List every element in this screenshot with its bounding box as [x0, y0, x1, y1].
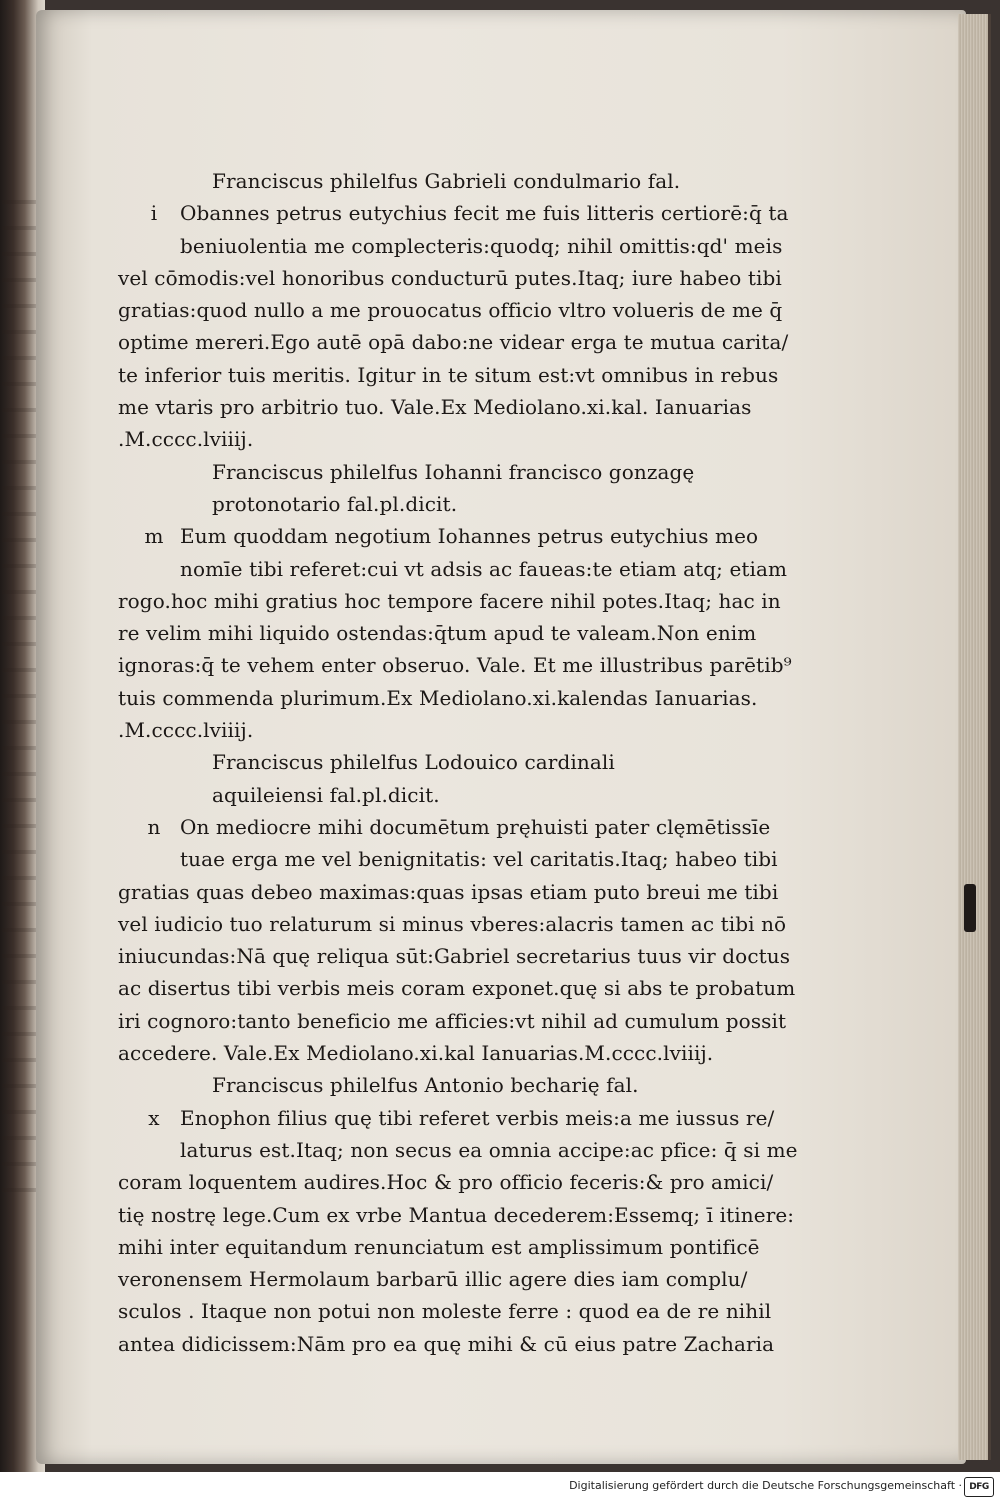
letter-heading-line: Franciscus philelfus Gabrieli condulmario fal.	[212, 169, 681, 193]
dfg-logo: DFG	[964, 1477, 994, 1497]
text-line: mihi inter equitandum renunciatum est amplissimum pontificē	[118, 1234, 760, 1259]
page-text	[118, 165, 798, 1360]
text-line: tuae erga me vel benignitatis: vel caritatis.Itaq; habeo tibi	[180, 847, 778, 872]
initial-guide-letter: m	[144, 524, 164, 549]
text-line: iniucundas:Nā quę reliqua sūt:Gabriel secretarius tuus vir doctus	[118, 944, 791, 969]
letter-heading-line: aquileiensi fal.pl.dicit.	[212, 782, 440, 807]
initial-guide-letter: x	[148, 1105, 160, 1130]
text-line: tię nostrę lege.Cum ex vrbe Mantua decederem:Essemq; ī itinere:	[118, 1202, 795, 1227]
text-line: laturus est.Itaq; non secus ea omnia accipe:ac pfice: q̄ si me	[180, 1137, 798, 1162]
text-line: Enophon filius quę tibi referet verbis meis:a me iussus re/	[180, 1105, 775, 1130]
text-line: Eum quoddam negotium Iohannes petrus eutychius meo	[180, 524, 759, 549]
text-line: tuis commenda plurimum.Ex Mediolano.xi.kalendas Ianuarias.	[118, 685, 758, 710]
text-line: optime mereri.Ego autē opā dabo:ne videar erga te mutua carita/	[118, 330, 789, 355]
initial-guide-letter: i	[150, 201, 158, 226]
text-line: antea didicissem:Nām pro ea quę mihi & cū eius patre Zacharia	[118, 1331, 775, 1356]
letter-first-line	[118, 811, 771, 843]
text-line: vel cōmodis:vel honoribus conducturū putes.Itaq; iure habeo tibi	[118, 265, 782, 290]
text-line: gratias quas debeo maximas:quas ipsas etiam puto breui me tibi	[118, 879, 779, 904]
letter	[118, 456, 792, 747]
text-line: On mediocre mihi documētum pręhuisti pater clęmētissīe	[180, 814, 771, 839]
footer-bar	[0, 1472, 1000, 1501]
text-line: iri cognoro:tanto beneficio me afficies:vt nihil ad cumulum possit	[118, 1008, 787, 1033]
initial-guide-letter: n	[147, 814, 161, 839]
letter-first-line	[118, 520, 759, 552]
letter-first-line	[118, 1102, 775, 1134]
text-line: Obannes petrus eutychius fecit me fuis litteris certiorē:q̄ ta	[180, 201, 789, 226]
letter-heading-line: protonotario fal.pl.dicit.	[212, 491, 458, 516]
text-line: nomīe tibi referet:cui vt adsis ac faueas:te etiam atq; etiam	[180, 556, 788, 581]
text-line: sculos . Itaque non potui non moleste ferre : quod ea de re nihil	[118, 1299, 772, 1324]
letter	[118, 1069, 798, 1360]
page-edge-mark	[964, 884, 976, 932]
letter-heading-line: Franciscus philelfus Antonio becharię fal.	[212, 1073, 639, 1098]
text-line: ignoras:q̄ te vehem enter obseruo. Vale. Et me illustribus parētib⁹	[118, 653, 792, 678]
letter	[118, 165, 789, 456]
text-line: coram loquentem audires.Hoc & pro officio feceris:& pro amici/	[118, 1170, 774, 1195]
text-line: .M.cccc.lviiij.	[118, 427, 254, 452]
text-line: rogo.hoc mihi gratius hoc tempore facere nihil potes.Itaq; hac in	[118, 588, 781, 613]
text-line: te inferior tuis meritis. Igitur in te situm est:vt omnibus in rebus	[118, 362, 779, 387]
letter-heading-line: Franciscus philelfus Iohanni francisco gonzagę	[212, 459, 695, 484]
text-line: veronensem Hermolaum barbarū illic agere dies iam complu/	[118, 1267, 748, 1292]
facing-page-text-bleed	[2, 200, 40, 1200]
text-line: beniuolentia me complecteris:quodq; nihil omittis:qd' meis	[180, 233, 783, 258]
letter-first-line	[118, 197, 789, 229]
letter-heading-line: Franciscus philelfus Lodouico cardinali	[212, 750, 615, 775]
page-stack-edge	[958, 14, 991, 1460]
text-line: vel iudicio tuo relaturum si minus vberes:alacris tamen ac tibi nō	[118, 911, 787, 936]
text-line: me vtaris pro arbitrio tuo. Vale.Ex Mediolano.xi.kal. Ianuarias	[118, 395, 752, 420]
funding-credit: Digitalisierung gefördert durch die Deutsche Forschungsgemeinschaft ·	[569, 1479, 962, 1492]
text-line: .M.cccc.lviiij.	[118, 718, 254, 743]
text-line: accedere. Vale.Ex Mediolano.xi.kal Ianuarias.M.cccc.lviiij.	[118, 1041, 714, 1066]
text-line: ac disertus tibi verbis meis coram exponet.quę si abs te probatum	[118, 976, 796, 1001]
text-line: gratias:quod nullo a me prouocatus officio vltro volueris de me q̄	[118, 298, 783, 323]
text-line: re velim mihi liquido ostendas:q̄tum apud te valeam.Non enim	[118, 621, 757, 646]
letter	[118, 746, 796, 1069]
